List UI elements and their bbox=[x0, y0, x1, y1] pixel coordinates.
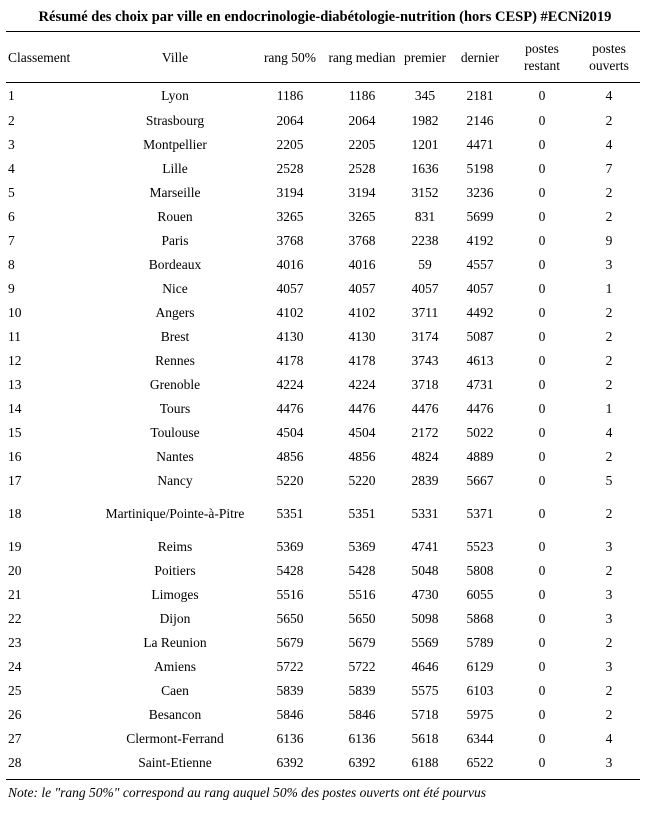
cell-classement: 5 bbox=[8, 185, 15, 200]
table-row bbox=[6, 277, 640, 301]
cell-premier: 1636 bbox=[411, 161, 439, 176]
table-row bbox=[6, 397, 640, 421]
cell-ville: Nancy bbox=[157, 473, 193, 488]
cell-classement: 9 bbox=[8, 281, 15, 296]
cell-postes-restant: 0 bbox=[538, 281, 546, 296]
cell-postes-ouverts: 3 bbox=[605, 659, 613, 674]
cell-rang-50: 4504 bbox=[276, 425, 304, 440]
cell-rang-50: 5220 bbox=[276, 473, 304, 488]
table-row bbox=[6, 751, 640, 775]
table-row bbox=[6, 205, 640, 229]
col-header-rang-median: rang median bbox=[328, 49, 396, 65]
cell-rang-50: 2205 bbox=[276, 137, 304, 152]
cell-rang-median: 4102 bbox=[348, 305, 376, 320]
cell-premier: 5098 bbox=[411, 611, 439, 626]
cell-premier: 3174 bbox=[411, 329, 439, 344]
cell-classement: 4 bbox=[8, 161, 15, 176]
cell-classement: 18 bbox=[8, 506, 22, 521]
cell-premier: 2172 bbox=[411, 425, 439, 440]
cell-rang-50: 5722 bbox=[276, 659, 304, 674]
header-row bbox=[6, 32, 640, 82]
cell-rang-median: 2064 bbox=[348, 113, 376, 128]
cell-classement: 24 bbox=[8, 659, 22, 674]
table-row bbox=[6, 157, 640, 181]
cell-ville: Angers bbox=[155, 305, 195, 320]
cell-postes-restant: 0 bbox=[538, 473, 546, 488]
cell-ville: Bordeaux bbox=[148, 257, 202, 272]
cell-postes-restant: 0 bbox=[538, 587, 546, 602]
cell-classement: 1 bbox=[8, 87, 15, 103]
table-row bbox=[6, 727, 640, 751]
cell-rang-50: 4476 bbox=[276, 401, 304, 416]
cell-postes-ouverts: 2 bbox=[605, 185, 613, 200]
cell-classement: 15 bbox=[8, 425, 22, 440]
cell-rang-50: 4057 bbox=[276, 281, 304, 296]
cell-postes-ouverts: 4 bbox=[605, 137, 613, 152]
cell-rang-50: 2064 bbox=[276, 113, 304, 128]
cell-postes-ouverts: 7 bbox=[605, 161, 613, 176]
cell-premier: 5331 bbox=[411, 506, 439, 521]
cell-postes-ouverts: 2 bbox=[605, 377, 613, 392]
cell-dernier: 4613 bbox=[466, 353, 494, 368]
cell-postes-ouverts: 3 bbox=[605, 587, 613, 602]
cell-postes-restant: 0 bbox=[538, 635, 546, 650]
bottom-rule bbox=[6, 779, 640, 780]
cell-premier: 5575 bbox=[411, 683, 439, 698]
cell-classement: 2 bbox=[8, 113, 15, 128]
cell-postes-ouverts: 3 bbox=[605, 257, 613, 272]
cell-premier: 4057 bbox=[411, 281, 439, 296]
cell-classement: 7 bbox=[8, 233, 15, 248]
cell-rang-median: 2205 bbox=[348, 137, 376, 152]
cell-postes-ouverts: 2 bbox=[605, 506, 613, 521]
cell-dernier: 5868 bbox=[466, 611, 494, 626]
cell-ville: Strasbourg bbox=[145, 113, 205, 128]
cell-postes-restant: 0 bbox=[538, 755, 546, 770]
table-row bbox=[6, 631, 640, 655]
cell-postes-restant: 0 bbox=[538, 425, 546, 440]
cell-dernier: 6129 bbox=[466, 659, 494, 674]
cell-rang-median: 2528 bbox=[348, 161, 376, 176]
cell-classement: 14 bbox=[8, 401, 22, 416]
cell-ville: Saint-Etienne bbox=[138, 755, 212, 770]
cell-rang-median: 4057 bbox=[348, 281, 376, 296]
cell-ville: Montpellier bbox=[143, 137, 207, 152]
cell-rang-median: 6392 bbox=[348, 755, 376, 770]
cell-postes-restant: 0 bbox=[538, 506, 546, 521]
table-row bbox=[6, 181, 640, 205]
cell-ville: Amiens bbox=[154, 659, 196, 674]
cell-classement: 28 bbox=[8, 755, 22, 770]
cell-ville: Toulouse bbox=[150, 425, 200, 440]
cell-rang-median: 4476 bbox=[348, 401, 376, 416]
table-row bbox=[6, 133, 640, 157]
cell-rang-median: 5369 bbox=[348, 539, 376, 554]
cell-ville: Marseille bbox=[149, 185, 201, 200]
cell-postes-ouverts: 2 bbox=[605, 209, 613, 224]
cell-rang-median: 4178 bbox=[348, 353, 376, 368]
cell-rang-50: 6392 bbox=[276, 755, 304, 770]
cell-postes-restant: 0 bbox=[538, 161, 546, 176]
table-row bbox=[6, 82, 640, 109]
cell-rang-median: 1186 bbox=[348, 87, 376, 103]
cell-postes-ouverts: 3 bbox=[605, 755, 613, 770]
cell-rang-50: 3265 bbox=[276, 209, 304, 224]
cell-postes-restant: 0 bbox=[538, 257, 546, 272]
cell-postes-ouverts: 2 bbox=[605, 113, 613, 128]
table-row bbox=[6, 493, 640, 535]
cell-premier: 5718 bbox=[411, 707, 439, 722]
table-row bbox=[6, 109, 640, 133]
cell-postes-ouverts: 4 bbox=[605, 87, 613, 103]
cell-rang-median: 4504 bbox=[348, 425, 376, 440]
table-row bbox=[6, 421, 640, 445]
cell-postes-restant: 0 bbox=[538, 731, 546, 746]
cell-rang-median: 3265 bbox=[348, 209, 376, 224]
cell-ville: Lyon bbox=[161, 87, 189, 103]
cell-classement: 23 bbox=[8, 635, 22, 650]
cell-premier: 5618 bbox=[411, 731, 439, 746]
table-row bbox=[6, 607, 640, 631]
cell-rang-median: 5839 bbox=[348, 683, 376, 698]
cell-postes-ouverts: 1 bbox=[605, 281, 613, 296]
cell-rang-50: 4178 bbox=[276, 353, 304, 368]
cell-dernier: 4476 bbox=[466, 401, 494, 416]
cell-postes-restant: 0 bbox=[538, 209, 546, 224]
cell-dernier: 5371 bbox=[466, 506, 494, 521]
cell-postes-restant: 0 bbox=[538, 539, 546, 554]
city-choice-table bbox=[6, 32, 640, 775]
col-header-classement: Classement bbox=[8, 49, 71, 65]
cell-classement: 19 bbox=[8, 539, 22, 554]
cell-rang-50: 5846 bbox=[276, 707, 304, 722]
cell-dernier: 5699 bbox=[466, 209, 494, 224]
cell-rang-50: 5679 bbox=[276, 635, 304, 650]
cell-rang-50: 5428 bbox=[276, 563, 304, 578]
cell-ville: Rennes bbox=[155, 353, 195, 368]
cell-rang-50: 5839 bbox=[276, 683, 304, 698]
cell-classement: 10 bbox=[8, 305, 22, 320]
cell-dernier: 6344 bbox=[466, 731, 494, 746]
cell-premier: 3743 bbox=[411, 353, 439, 368]
cell-classement: 17 bbox=[8, 473, 22, 488]
cell-ville: Tours bbox=[159, 401, 191, 416]
cell-premier: 2839 bbox=[411, 473, 439, 488]
cell-ville: Reims bbox=[157, 539, 193, 554]
cell-classement: 13 bbox=[8, 377, 22, 392]
cell-dernier: 4057 bbox=[466, 281, 494, 296]
cell-rang-50: 3768 bbox=[276, 233, 304, 248]
table-row bbox=[6, 655, 640, 679]
cell-postes-restant: 0 bbox=[538, 185, 546, 200]
cell-rang-median: 5351 bbox=[348, 506, 376, 521]
cell-rang-50: 4016 bbox=[276, 257, 304, 272]
col-header-ville: Ville bbox=[161, 49, 189, 65]
cell-ville: Martinique/Pointe-à-Pitre bbox=[105, 506, 245, 521]
cell-postes-restant: 0 bbox=[538, 377, 546, 392]
cell-dernier: 5022 bbox=[466, 425, 494, 440]
cell-dernier: 4731 bbox=[466, 377, 494, 392]
table-row bbox=[6, 535, 640, 559]
cell-classement: 25 bbox=[8, 683, 22, 698]
cell-postes-ouverts: 2 bbox=[605, 707, 613, 722]
cell-dernier: 4557 bbox=[466, 257, 494, 272]
cell-postes-restant: 0 bbox=[538, 305, 546, 320]
cell-dernier: 6103 bbox=[466, 683, 494, 698]
cell-premier: 3711 bbox=[411, 305, 439, 320]
cell-rang-50: 4102 bbox=[276, 305, 304, 320]
cell-dernier: 6055 bbox=[466, 587, 494, 602]
cell-dernier: 5975 bbox=[466, 707, 494, 722]
cell-postes-ouverts: 2 bbox=[605, 353, 613, 368]
cell-ville: Besancon bbox=[148, 707, 202, 722]
cell-postes-ouverts: 5 bbox=[605, 473, 613, 488]
footnote: Note: le "rang 50%" correspond au rang auquel 50% des postes ouverts ont été pourvus bbox=[8, 785, 487, 800]
cell-rang-median: 5722 bbox=[348, 659, 376, 674]
cell-rang-median: 4130 bbox=[348, 329, 376, 344]
cell-postes-ouverts: 2 bbox=[605, 449, 613, 464]
cell-postes-restant: 0 bbox=[538, 401, 546, 416]
cell-classement: 8 bbox=[8, 257, 15, 272]
cell-premier: 5048 bbox=[411, 563, 439, 578]
cell-dernier: 6522 bbox=[466, 755, 494, 770]
cell-postes-restant: 0 bbox=[538, 563, 546, 578]
cell-rang-median: 5679 bbox=[348, 635, 376, 650]
col-header-rang-50: rang 50% bbox=[263, 49, 317, 65]
cell-premier: 4824 bbox=[411, 449, 439, 464]
cell-rang-median: 5650 bbox=[348, 611, 376, 626]
cell-rang-median: 4856 bbox=[348, 449, 376, 464]
cell-dernier: 5789 bbox=[466, 635, 494, 650]
cell-classement: 26 bbox=[8, 707, 22, 722]
cell-postes-restant: 0 bbox=[538, 611, 546, 626]
cell-classement: 21 bbox=[8, 587, 22, 602]
cell-premier: 4476 bbox=[411, 401, 439, 416]
cell-postes-restant: 0 bbox=[538, 659, 546, 674]
cell-postes-ouverts: 1 bbox=[605, 401, 613, 416]
table-row bbox=[6, 301, 640, 325]
cell-premier: 3718 bbox=[411, 377, 439, 392]
cell-rang-median: 5428 bbox=[348, 563, 376, 578]
cell-premier: 1982 bbox=[411, 113, 439, 128]
table-row bbox=[6, 703, 640, 727]
col-header-postes-restant: postes restant bbox=[524, 41, 560, 73]
table-row bbox=[6, 349, 640, 373]
cell-classement: 22 bbox=[8, 611, 22, 626]
table-row bbox=[6, 253, 640, 277]
table-row bbox=[6, 229, 640, 253]
table-body bbox=[6, 82, 640, 775]
cell-rang-50: 1186 bbox=[276, 87, 304, 103]
cell-postes-ouverts: 2 bbox=[605, 563, 613, 578]
cell-postes-restant: 0 bbox=[538, 683, 546, 698]
cell-dernier: 3236 bbox=[466, 185, 494, 200]
cell-ville: Nice bbox=[162, 281, 188, 296]
cell-ville: Rouen bbox=[157, 209, 193, 224]
cell-dernier: 4192 bbox=[466, 233, 494, 248]
cell-premier: 345 bbox=[414, 87, 436, 103]
cell-postes-ouverts: 3 bbox=[605, 539, 613, 554]
cell-rang-50: 5369 bbox=[276, 539, 304, 554]
cell-postes-restant: 0 bbox=[538, 449, 546, 464]
cell-postes-restant: 0 bbox=[538, 87, 546, 103]
cell-rang-median: 5846 bbox=[348, 707, 376, 722]
cell-rang-median: 3768 bbox=[348, 233, 376, 248]
cell-premier: 2238 bbox=[411, 233, 439, 248]
cell-premier: 4730 bbox=[411, 587, 439, 602]
cell-postes-restant: 0 bbox=[538, 707, 546, 722]
cell-classement: 3 bbox=[8, 137, 15, 152]
cell-premier: 6188 bbox=[411, 755, 439, 770]
col-header-premier: premier bbox=[404, 49, 446, 65]
cell-postes-ouverts: 4 bbox=[605, 731, 613, 746]
cell-ville: Poitiers bbox=[154, 563, 196, 578]
cell-dernier: 5667 bbox=[466, 473, 494, 488]
cell-rang-50: 4130 bbox=[276, 329, 304, 344]
cell-ville: Dijon bbox=[159, 611, 191, 626]
cell-rang-median: 5220 bbox=[348, 473, 376, 488]
cell-postes-ouverts: 9 bbox=[605, 233, 613, 248]
cell-ville: Nantes bbox=[156, 449, 194, 464]
cell-postes-ouverts: 4 bbox=[605, 425, 613, 440]
cell-postes-ouverts: 2 bbox=[605, 635, 613, 650]
cell-rang-median: 4224 bbox=[348, 377, 376, 392]
cell-postes-ouverts: 2 bbox=[605, 329, 613, 344]
cell-rang-50: 5650 bbox=[276, 611, 304, 626]
cell-ville: Caen bbox=[161, 683, 189, 698]
cell-postes-restant: 0 bbox=[538, 233, 546, 248]
cell-premier: 4741 bbox=[411, 539, 439, 554]
cell-rang-50: 2528 bbox=[276, 161, 304, 176]
cell-premier: 4646 bbox=[411, 659, 439, 674]
table-row bbox=[6, 373, 640, 397]
cell-rang-median: 6136 bbox=[348, 731, 376, 746]
cell-classement: 12 bbox=[8, 353, 22, 368]
cell-rang-50: 4224 bbox=[276, 377, 304, 392]
cell-rang-50: 5351 bbox=[276, 506, 304, 521]
cell-ville: Limoges bbox=[151, 587, 199, 602]
cell-postes-restant: 0 bbox=[538, 329, 546, 344]
cell-ville: Lille bbox=[162, 161, 188, 176]
cell-dernier: 5523 bbox=[466, 539, 494, 554]
cell-dernier: 5808 bbox=[466, 563, 494, 578]
cell-postes-ouverts: 2 bbox=[605, 683, 613, 698]
cell-rang-50: 6136 bbox=[276, 731, 304, 746]
cell-ville: Grenoble bbox=[149, 377, 201, 392]
cell-dernier: 2181 bbox=[466, 87, 494, 103]
cell-rang-median: 5516 bbox=[348, 587, 376, 602]
cell-classement: 20 bbox=[8, 563, 22, 578]
cell-premier: 831 bbox=[414, 209, 436, 224]
cell-classement: 11 bbox=[8, 329, 21, 344]
cell-rang-50: 4856 bbox=[276, 449, 304, 464]
col-header-postes-ouverts: postes ouverts bbox=[589, 41, 629, 73]
cell-dernier: 5087 bbox=[466, 329, 494, 344]
cell-rang-median: 4016 bbox=[348, 257, 376, 272]
cell-dernier: 5198 bbox=[466, 161, 494, 176]
cell-dernier: 4492 bbox=[466, 305, 494, 320]
cell-rang-median: 3194 bbox=[348, 185, 376, 200]
cell-ville: La Reunion bbox=[143, 635, 207, 650]
table-title: Résumé des choix par ville en endocrinologie-diabétologie-nutrition (hors CESP) #ECNi2019 bbox=[38, 9, 612, 25]
cell-postes-ouverts: 3 bbox=[605, 611, 613, 626]
cell-rang-50: 5516 bbox=[276, 587, 304, 602]
cell-ville: Brest bbox=[160, 329, 190, 344]
cell-postes-ouverts: 2 bbox=[605, 305, 613, 320]
cell-postes-restant: 0 bbox=[538, 353, 546, 368]
cell-premier: 3152 bbox=[411, 185, 439, 200]
cell-rang-50: 3194 bbox=[276, 185, 304, 200]
table-row bbox=[6, 679, 640, 703]
table-row bbox=[6, 325, 640, 349]
cell-postes-restant: 0 bbox=[538, 113, 546, 128]
table-row bbox=[6, 445, 640, 469]
cell-postes-restant: 0 bbox=[538, 137, 546, 152]
cell-classement: 27 bbox=[8, 731, 22, 746]
cell-dernier: 4889 bbox=[466, 449, 494, 464]
table-row bbox=[6, 469, 640, 493]
cell-dernier: 4471 bbox=[466, 137, 494, 152]
table-row bbox=[6, 583, 640, 607]
cell-dernier: 2146 bbox=[466, 113, 494, 128]
cell-classement: 16 bbox=[8, 449, 22, 464]
cell-premier: 59 bbox=[418, 257, 432, 272]
cell-ville: Paris bbox=[161, 233, 189, 248]
cell-premier: 1201 bbox=[411, 137, 439, 152]
cell-ville: Clermont-Ferrand bbox=[126, 731, 224, 746]
table-row bbox=[6, 559, 640, 583]
cell-premier: 5569 bbox=[411, 635, 439, 650]
cell-classement: 6 bbox=[8, 209, 15, 224]
col-header-dernier: dernier bbox=[460, 49, 500, 65]
